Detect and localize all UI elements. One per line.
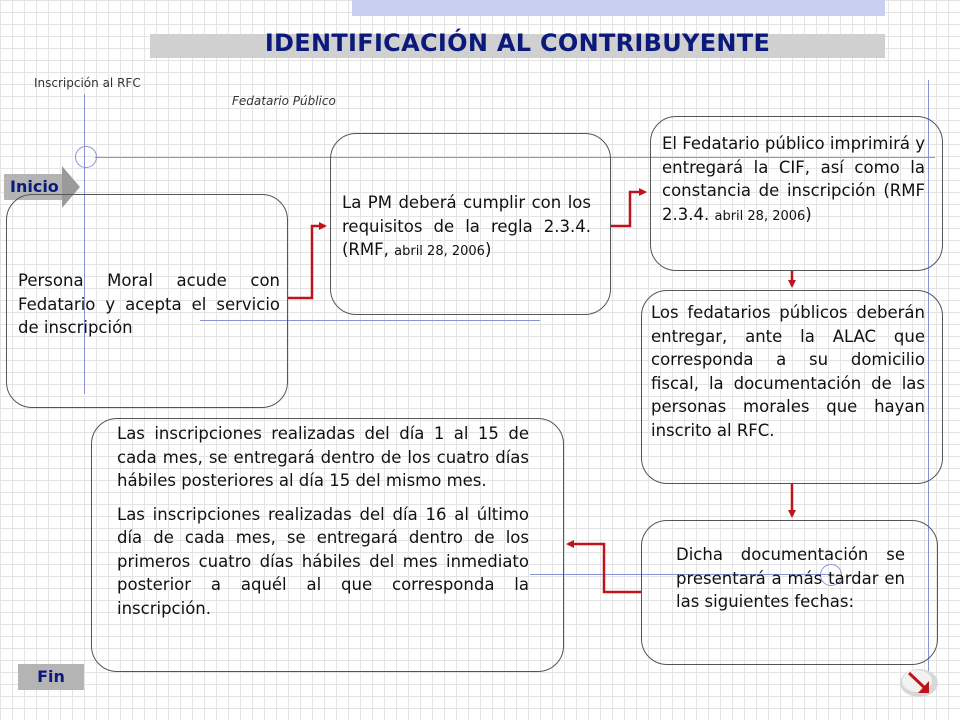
subtitle-rfc: Inscripción al RFC [34,76,141,90]
fechas-paragraph-2: Las inscripciones realizadas del día 16 al último día de cada mes, se entregará dentro de los primeros cuatro días hábiles del mes inmediato posterior a aquél al que corresponda la inscripción. [117,504,529,618]
step-text-entregar: Los fedatarios públicos deberán entregar, ante la ALAC que corresponda a su domicilio fiscal, la documentación de las personas morales que hayan inscrito al RFC. [651,303,925,440]
step-text-imprimira-date: abril 28, 2006 [714,208,806,224]
step-text-requisitos-end: ) [484,240,492,259]
step-text-requisitos-main: La PM deberá cumplir con los requisitos de la regla 2.3.4. (RMF, [342,193,591,259]
fechas-paragraph-1: Las inscripciones realizadas del día 1 al 15 de cada mes, se entregará dentro de los cuatro días hábiles posteriores al día 15 del mismo mes. [117,424,529,490]
end-badge: Fin [18,664,84,690]
step-text-persona-moral: Persona Moral acude con Fedatario y acepta el servicio de inscripción [18,271,280,337]
step-text-imprimira-end: ) [805,204,812,224]
start-badge: Inicio [4,174,62,200]
page-title: IDENTIFICACIÓN AL CONTRIBUYENTE [264,29,771,57]
step-text-documentacion: Dicha documentación se presentará a más tardar en las siguientes fechas: [676,545,905,611]
step-text-requisitos-date: abril 28, 2006 [394,244,485,259]
subtitle-fedatario: Fedatario Público [232,94,336,108]
step-text-imprimira-main: El Fedatario público imprimirá y entregará la CIF, así como la constancia de inscripción (RMF 2.3.4. [662,134,925,224]
